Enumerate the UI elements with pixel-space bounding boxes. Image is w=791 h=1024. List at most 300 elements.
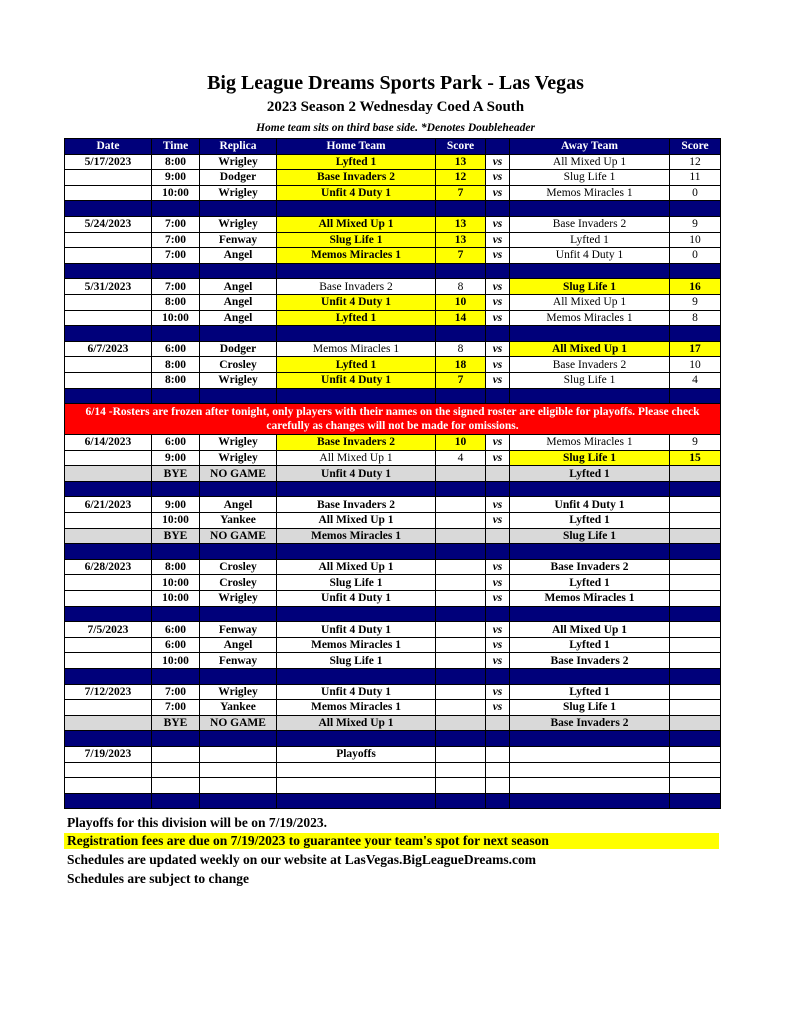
date-cell	[65, 185, 152, 201]
date-cell	[65, 357, 152, 373]
empty-cell	[200, 793, 277, 809]
empty-cell	[277, 793, 436, 809]
empty-cell	[200, 544, 277, 560]
empty-cell	[200, 778, 277, 794]
empty-cell	[670, 731, 721, 747]
empty-cell	[670, 793, 721, 809]
away-team-cell: Slug Life 1	[510, 170, 670, 186]
vs-cell: vs	[486, 653, 510, 669]
separator-row	[65, 606, 721, 622]
vs-cell: vs	[486, 232, 510, 248]
empty-cell	[200, 201, 277, 217]
empty-cell	[486, 388, 510, 404]
home-score-cell	[436, 497, 486, 513]
empty-cell	[200, 326, 277, 342]
table-row	[65, 450, 721, 466]
bye-label: BYE	[152, 528, 200, 544]
footer-website: Schedules are updated weekly on our website at LasVegas.BigLeagueDreams.com	[67, 852, 537, 867]
home-team-cell: Lyfted 1	[277, 310, 436, 326]
empty-cell	[486, 263, 510, 279]
replica-cell: Angel	[200, 248, 277, 264]
empty-cell	[436, 201, 486, 217]
empty-cell	[670, 762, 721, 778]
replica-cell: Wrigley	[200, 185, 277, 201]
home-team-cell: Memos Miracles 1	[277, 528, 436, 544]
vs-cell: vs	[486, 497, 510, 513]
home-team-cell: Unfit 4 Duty 1	[277, 622, 436, 638]
time-cell: 9:00	[152, 170, 200, 186]
home-team-cell: Lyfted 1	[277, 154, 436, 170]
table-row	[65, 310, 721, 326]
time-cell: 7:00	[152, 279, 200, 295]
vs-cell: vs	[486, 248, 510, 264]
vs-cell: vs	[486, 684, 510, 700]
empty-cell	[436, 481, 486, 497]
away-score-cell	[670, 591, 721, 607]
home-score-cell: 13	[436, 216, 486, 232]
roster-notice-row	[65, 404, 721, 435]
away-team-cell: All Mixed Up 1	[510, 154, 670, 170]
away-score-cell: 12	[670, 154, 721, 170]
date-cell	[65, 232, 152, 248]
home-score-cell: 7	[436, 248, 486, 264]
replica-cell: Wrigley	[200, 684, 277, 700]
table-row	[65, 216, 721, 232]
home-team-cell: All Mixed Up 1	[277, 216, 436, 232]
footer-playoffs: Playoffs for this division will be on 7/19/2023.	[67, 815, 328, 830]
away-team-cell: All Mixed Up 1	[510, 622, 670, 638]
away-score-cell: 8	[670, 310, 721, 326]
date-cell: 6/7/2023	[65, 341, 152, 357]
replica-cell: Wrigley	[200, 591, 277, 607]
home-team-cell: Base Invaders 2	[277, 170, 436, 186]
away-score-cell: 15	[670, 450, 721, 466]
empty-cell	[200, 481, 277, 497]
table-row	[65, 591, 721, 607]
empty-cell	[200, 388, 277, 404]
replica-cell	[200, 746, 277, 762]
away-team-cell: Slug Life 1	[510, 450, 670, 466]
empty-cell	[277, 669, 436, 685]
away-score-cell: 0	[670, 185, 721, 201]
replica-cell: Wrigley	[200, 435, 277, 451]
col-away-team: Away Team	[510, 139, 670, 155]
footer-disclaimer: Schedules are subject to change	[67, 871, 249, 886]
table-row	[65, 154, 721, 170]
home-team-cell: Unfit 4 Duty 1	[277, 185, 436, 201]
table-row	[65, 279, 721, 295]
no-game-label: NO GAME	[200, 528, 277, 544]
time-cell: 7:00	[152, 232, 200, 248]
empty-cell	[200, 731, 277, 747]
replica-cell: Wrigley	[200, 154, 277, 170]
table-row	[65, 372, 721, 388]
empty-cell	[436, 793, 486, 809]
home-score-cell	[436, 466, 486, 482]
away-team-cell: Slug Life 1	[510, 528, 670, 544]
vs-cell: vs	[486, 170, 510, 186]
home-score-cell	[436, 684, 486, 700]
empty-cell	[670, 481, 721, 497]
separator-row	[65, 731, 721, 747]
away-score-cell	[670, 497, 721, 513]
empty-cell	[486, 762, 510, 778]
no-game-label: NO GAME	[200, 466, 277, 482]
empty-cell	[200, 669, 277, 685]
empty-cell	[510, 326, 670, 342]
home-score-cell	[436, 591, 486, 607]
date-cell	[65, 653, 152, 669]
away-team-cell: Lyfted 1	[510, 466, 670, 482]
date-cell	[65, 513, 152, 529]
empty-cell	[486, 793, 510, 809]
separator-row	[65, 388, 721, 404]
empty-cell	[486, 201, 510, 217]
table-row	[65, 497, 721, 513]
col-away-score: Score	[670, 139, 721, 155]
away-team-cell: Base Invaders 2	[510, 216, 670, 232]
empty-cell	[152, 388, 200, 404]
time-cell: 7:00	[152, 216, 200, 232]
replica-cell: Crosley	[200, 575, 277, 591]
date-cell: 7/5/2023	[65, 622, 152, 638]
vs-cell: vs	[486, 559, 510, 575]
table-row	[65, 185, 721, 201]
empty-cell	[510, 201, 670, 217]
bye-row	[65, 715, 721, 731]
empty-cell	[277, 731, 436, 747]
time-cell: 10:00	[152, 185, 200, 201]
home-score-cell: 13	[436, 232, 486, 248]
away-score-cell: 10	[670, 357, 721, 373]
replica-cell: Crosley	[200, 357, 277, 373]
date-cell	[65, 294, 152, 310]
time-cell: 8:00	[152, 154, 200, 170]
vs-cell	[486, 466, 510, 482]
away-team-cell: Memos Miracles 1	[510, 185, 670, 201]
empty-cell	[486, 746, 510, 762]
roster-notice: 6/14 -Rosters are frozen after tonight, only players with their names on the signed roster are eligible for playoffs. Please check carefully as changes will not be made for omissions.	[65, 404, 721, 435]
date-cell	[65, 170, 152, 186]
replica-cell: Fenway	[200, 232, 277, 248]
empty-cell	[200, 263, 277, 279]
away-score-cell	[670, 715, 721, 731]
replica-cell: Fenway	[200, 622, 277, 638]
away-score-cell: 4	[670, 372, 721, 388]
date-cell	[65, 310, 152, 326]
vs-cell: vs	[486, 591, 510, 607]
vs-cell: vs	[486, 435, 510, 451]
time-cell: 7:00	[152, 248, 200, 264]
home-score-cell: 7	[436, 185, 486, 201]
away-score-cell: 0	[670, 248, 721, 264]
home-score-cell: 18	[436, 357, 486, 373]
home-team-cell: Slug Life 1	[277, 575, 436, 591]
table-row	[65, 357, 721, 373]
date-cell	[65, 372, 152, 388]
date-cell	[65, 575, 152, 591]
time-cell: 10:00	[152, 591, 200, 607]
empty-cell	[510, 669, 670, 685]
away-score-cell	[670, 700, 721, 716]
away-score-cell	[670, 466, 721, 482]
vs-cell: vs	[486, 341, 510, 357]
col-vs	[486, 139, 510, 155]
home-team-cell: All Mixed Up 1	[277, 559, 436, 575]
empty-row	[65, 762, 721, 778]
empty-cell	[277, 263, 436, 279]
date-cell: 6/21/2023	[65, 497, 152, 513]
home-score-cell	[436, 559, 486, 575]
empty-cell	[436, 669, 486, 685]
vs-cell: vs	[486, 513, 510, 529]
away-team-cell: Slug Life 1	[510, 372, 670, 388]
home-score-cell	[436, 575, 486, 591]
away-team-cell: Lyfted 1	[510, 232, 670, 248]
home-score-cell	[436, 653, 486, 669]
away-score-cell	[670, 513, 721, 529]
empty-cell	[152, 669, 200, 685]
table-row	[65, 232, 721, 248]
empty-cell	[152, 481, 200, 497]
table-row	[65, 700, 721, 716]
time-cell: 10:00	[152, 310, 200, 326]
empty-cell	[670, 778, 721, 794]
separator-row	[65, 544, 721, 560]
home-team-cell: Base Invaders 2	[277, 497, 436, 513]
home-team-cell: Slug Life 1	[277, 653, 436, 669]
home-team-cell: Base Invaders 2	[277, 435, 436, 451]
empty-cell	[670, 201, 721, 217]
vs-cell: vs	[486, 622, 510, 638]
empty-cell	[277, 201, 436, 217]
home-score-cell	[436, 637, 486, 653]
replica-cell: Angel	[200, 310, 277, 326]
empty-cell	[65, 326, 152, 342]
home-score-cell: 7	[436, 372, 486, 388]
empty-cell	[670, 263, 721, 279]
empty-cell	[670, 606, 721, 622]
date-cell: 6/14/2023	[65, 435, 152, 451]
vs-cell: vs	[486, 357, 510, 373]
replica-cell: Dodger	[200, 341, 277, 357]
home-team-cell: Unfit 4 Duty 1	[277, 684, 436, 700]
replica-cell: Angel	[200, 279, 277, 295]
empty-cell	[277, 762, 436, 778]
time-cell: 6:00	[152, 637, 200, 653]
replica-cell: Yankee	[200, 700, 277, 716]
home-team-cell: Slug Life 1	[277, 232, 436, 248]
empty-cell	[486, 544, 510, 560]
time-cell: 6:00	[152, 435, 200, 451]
time-cell: 7:00	[152, 684, 200, 700]
empty-cell	[436, 762, 486, 778]
replica-cell: Yankee	[200, 513, 277, 529]
away-team-cell: Lyfted 1	[510, 684, 670, 700]
empty-cell	[486, 606, 510, 622]
date-cell	[65, 466, 152, 482]
home-team-cell: All Mixed Up 1	[277, 450, 436, 466]
away-score-cell: 10	[670, 232, 721, 248]
replica-cell: Fenway	[200, 653, 277, 669]
empty-cell	[436, 544, 486, 560]
table-row	[65, 575, 721, 591]
table-row	[65, 559, 721, 575]
replica-cell: Wrigley	[200, 450, 277, 466]
vs-cell: vs	[486, 294, 510, 310]
empty-cell	[65, 606, 152, 622]
away-team-cell: Unfit 4 Duty 1	[510, 497, 670, 513]
home-team-cell: Unfit 4 Duty 1	[277, 372, 436, 388]
empty-cell	[65, 544, 152, 560]
footer-registration: Registration fees are due on 7/19/2023 to guarantee your team's spot for next season	[64, 833, 719, 849]
away-team-cell: Memos Miracles 1	[510, 310, 670, 326]
date-cell	[65, 715, 152, 731]
separator-row	[65, 263, 721, 279]
empty-cell	[436, 606, 486, 622]
empty-cell	[65, 731, 152, 747]
time-cell: 8:00	[152, 294, 200, 310]
empty-cell	[277, 544, 436, 560]
away-team-cell: Unfit 4 Duty 1	[510, 248, 670, 264]
away-team-cell: Lyfted 1	[510, 575, 670, 591]
time-cell: 6:00	[152, 341, 200, 357]
empty-cell	[200, 762, 277, 778]
empty-cell	[152, 326, 200, 342]
vs-cell: vs	[486, 279, 510, 295]
vs-cell: vs	[486, 700, 510, 716]
away-team-cell: Slug Life 1	[510, 700, 670, 716]
empty-cell	[510, 746, 670, 762]
empty-cell	[486, 778, 510, 794]
home-team-cell: All Mixed Up 1	[277, 513, 436, 529]
home-score-cell	[436, 528, 486, 544]
vs-cell	[486, 715, 510, 731]
vs-cell	[486, 528, 510, 544]
date-cell: 5/31/2023	[65, 279, 152, 295]
date-cell	[65, 700, 152, 716]
home-team-cell: Memos Miracles 1	[277, 637, 436, 653]
empty-cell	[670, 746, 721, 762]
time-cell: 8:00	[152, 357, 200, 373]
home-team-cell: All Mixed Up 1	[277, 715, 436, 731]
away-score-cell	[670, 559, 721, 575]
empty-cell	[510, 762, 670, 778]
date-cell: 5/24/2023	[65, 216, 152, 232]
table-header-row	[65, 139, 721, 155]
vs-cell: vs	[486, 637, 510, 653]
away-team-cell: Base Invaders 2	[510, 357, 670, 373]
home-team-cell: Memos Miracles 1	[277, 248, 436, 264]
table-row	[65, 435, 721, 451]
empty-cell	[670, 669, 721, 685]
separator-row	[65, 669, 721, 685]
empty-cell	[277, 481, 436, 497]
away-team-cell: Lyfted 1	[510, 637, 670, 653]
empty-cell	[510, 481, 670, 497]
replica-cell: Angel	[200, 294, 277, 310]
time-cell: 10:00	[152, 513, 200, 529]
empty-cell	[65, 388, 152, 404]
away-score-cell: 9	[670, 216, 721, 232]
away-team-cell: All Mixed Up 1	[510, 294, 670, 310]
vs-cell: vs	[486, 154, 510, 170]
home-score-cell: 4	[436, 450, 486, 466]
empty-cell	[152, 606, 200, 622]
vs-cell: vs	[486, 372, 510, 388]
home-team-cell: Memos Miracles 1	[277, 341, 436, 357]
empty-cell	[277, 326, 436, 342]
empty-cell	[152, 778, 200, 794]
away-team-cell: All Mixed Up 1	[510, 341, 670, 357]
home-team-cell: Unfit 4 Duty 1	[277, 294, 436, 310]
bye-label: BYE	[152, 466, 200, 482]
schedule-table	[64, 138, 721, 809]
empty-cell	[436, 731, 486, 747]
time-cell: 8:00	[152, 372, 200, 388]
replica-cell: Angel	[200, 497, 277, 513]
empty-cell	[65, 201, 152, 217]
empty-cell	[486, 731, 510, 747]
empty-cell	[510, 606, 670, 622]
vs-cell: vs	[486, 310, 510, 326]
home-score-cell	[436, 700, 486, 716]
playoff-row	[65, 746, 721, 762]
home-team-cell: Unfit 4 Duty 1	[277, 466, 436, 482]
empty-cell	[436, 388, 486, 404]
home-score-cell: 8	[436, 341, 486, 357]
home-team-cell: Unfit 4 Duty 1	[277, 591, 436, 607]
playoffs-label: Playoffs	[277, 746, 436, 762]
separator-row	[65, 481, 721, 497]
away-score-cell	[670, 575, 721, 591]
empty-cell	[436, 326, 486, 342]
empty-cell	[486, 481, 510, 497]
date-cell	[65, 248, 152, 264]
bye-label: BYE	[152, 715, 200, 731]
home-score-cell: 10	[436, 294, 486, 310]
home-score-cell	[436, 622, 486, 638]
away-team-cell: Base Invaders 2	[510, 715, 670, 731]
replica-cell: Wrigley	[200, 372, 277, 388]
away-team-cell: Slug Life 1	[510, 279, 670, 295]
empty-cell	[486, 669, 510, 685]
home-score-cell: 10	[436, 435, 486, 451]
empty-cell	[670, 544, 721, 560]
empty-cell	[510, 388, 670, 404]
table-row	[65, 170, 721, 186]
home-score-cell: 14	[436, 310, 486, 326]
col-replica: Replica	[200, 139, 277, 155]
home-score-cell: 12	[436, 170, 486, 186]
vs-cell: vs	[486, 185, 510, 201]
empty-cell	[152, 263, 200, 279]
empty-cell	[486, 326, 510, 342]
date-cell: 7/12/2023	[65, 684, 152, 700]
replica-cell: Wrigley	[200, 216, 277, 232]
empty-cell	[510, 731, 670, 747]
col-home-score: Score	[436, 139, 486, 155]
away-score-cell	[670, 637, 721, 653]
table-row	[65, 622, 721, 638]
away-score-cell: 11	[670, 170, 721, 186]
time-cell: 9:00	[152, 497, 200, 513]
empty-cell	[65, 778, 152, 794]
away-score-cell	[670, 528, 721, 544]
date-cell	[65, 450, 152, 466]
date-cell	[65, 591, 152, 607]
schedule-note: Home team sits on third base side. *Denotes Doubleheader	[256, 122, 535, 134]
